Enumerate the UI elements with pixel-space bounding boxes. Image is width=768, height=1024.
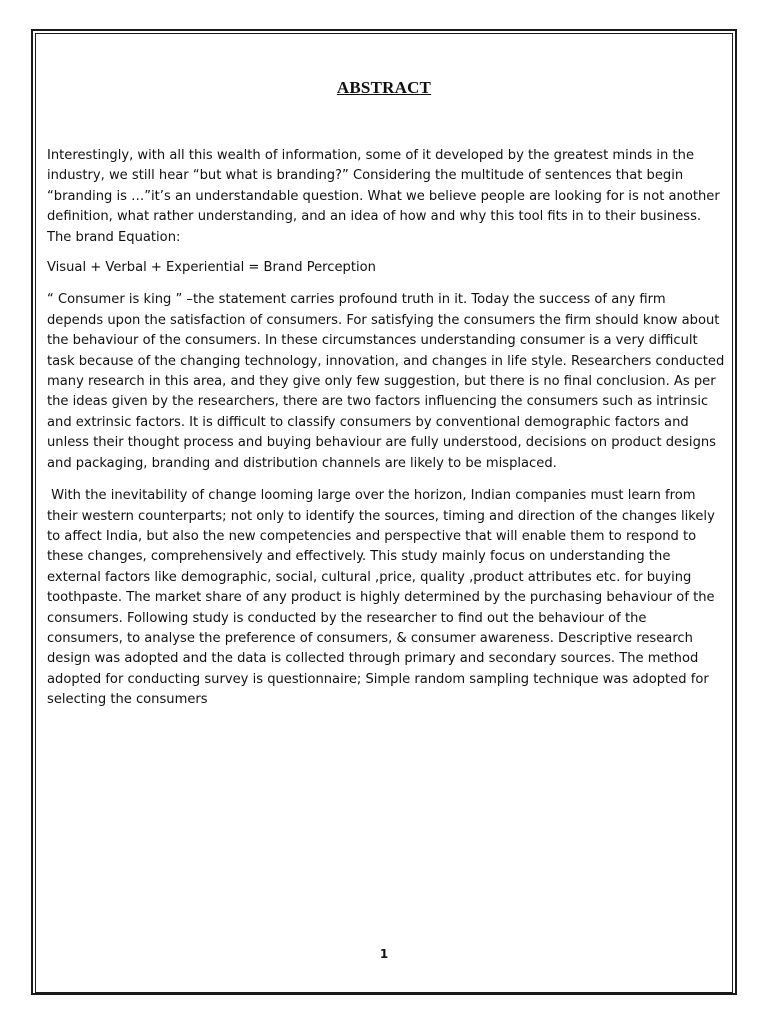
abstract-body <box>47 146 725 711</box>
paragraph-branding-intro: Interestingly, with all this wealth of information, some of it developed by the greatest minds in the industry, we still hear “but what is branding?” Considering the multitude of sentences that begin “branding is …”it’s an understandable question. What we believe people are looking for is not another definition, what rather understanding, and an idea of how and why this tool fits in to their business. The brand Equation: <box>47 148 720 245</box>
paragraph-brand-equation: Visual + Verbal + Experiential = Brand Perception <box>47 260 376 276</box>
paragraph-study-summary: With the inevitability of change looming large over the horizon, Indian companies must learn from their western counterparts; not only to identify the sources, timing and direction of the changes likely to affect India, but also the new competencies and perspective that will enable them to respond to these changes, comprehensively and effectively. This study mainly focus on understanding the external factors like demographic, social, cultural ,price, quality ,product attributes etc. for buying toothpaste. The market share of any product is highly determined by the purchasing behaviour of the consumers. Following study is conducted by the researcher to find out the behaviour of the consumers, to analyse the preference of consumers, & consumer awareness. Descriptive research design was adopted and the data is collected through primary and secondary sources. The method adopted for conducting survey is questionnaire; Simple random sampling technique was adopted for selecting the consumers <box>47 488 719 708</box>
paragraph-consumer-is-king: “ Consumer is king ” –the statement carries profound truth in it. Today the success of any firm depends upon the satisfaction of consumers. For satisfying the consumers the firm should know about the behaviour of the consumers. In these circumstances understanding consumer is a very difficult task because of the changing technology, innovation, and changes in life style. Researchers conducted many research in this area, and they give only few suggestion, but there is no final conclusion. As per the ideas given by the researchers, there are two factors influencing the consumers such as intrinsic and extrinsic factors. It is difficult to classify consumers by conventional demographic factors and unless their thought process and buying behaviour are fully understood, decisions on product designs and packaging, branding and distribution channels are likely to be misplaced. <box>47 292 725 471</box>
page-title: ABSTRACT <box>336 78 432 97</box>
page-number: 1 <box>379 947 389 961</box>
